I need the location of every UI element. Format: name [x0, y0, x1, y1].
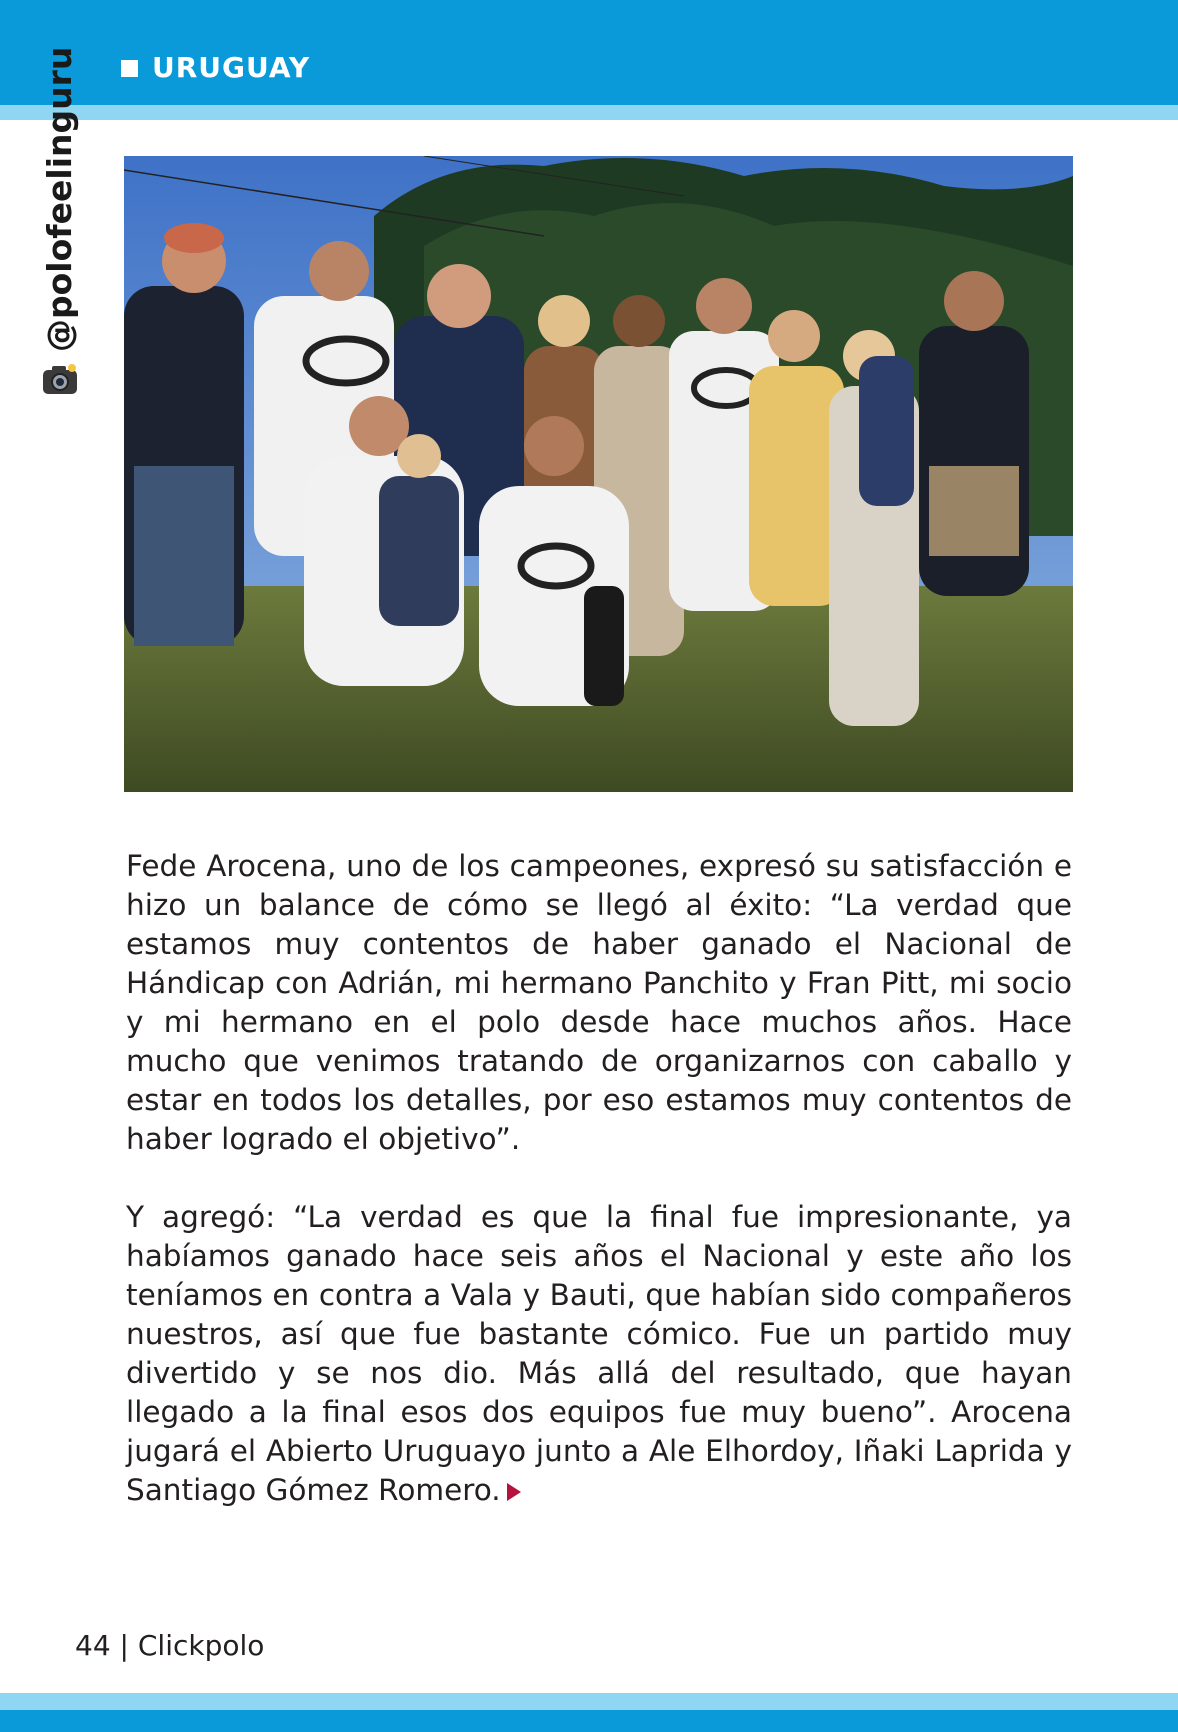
photo-credit-text: @polofeelinguru [40, 46, 79, 352]
header-accent-stripe [0, 105, 1178, 120]
article-paragraph-text: Y agregó: “La verdad es que la final fue impresionante, ya habíamos ganado hace seis años el Nacional y este año los teníamos en contra a Vala y Bauti, que habían sido compañeros nuestros, así que fue bastante cómico. Fue un partido muy divertido y se nos dio. Más allá del resultado, que hayan llegado a la final esos dos equipos fue muy bueno”. Arocena jugará el Abierto Uruguayo junto a Ale Elhordoy, Iñaki Laprida y Santiago Gómez Romero. [126, 1200, 1072, 1507]
footer-accent-stripe [0, 1693, 1178, 1710]
section-title: URUGUAY [152, 51, 311, 84]
article-paragraph [126, 1198, 1072, 1510]
section-label [121, 50, 310, 86]
page-folio: 44 | Clickpolo [75, 1629, 265, 1662]
square-bullet-icon [121, 60, 138, 77]
article-paragraph: Fede Arocena, uno de los campeones, expresó su satisfacción e hizo un balance de cómo se llegó al éxito: “La verdad que estamos muy contentos de haber ganado el Nacional de Hándicap con Adrián, mi hermano Panchito y Fran Pitt, mi socio y mi hermano en el polo desde hace muchos años. Hace mucho que venimos tratando de organizarnos con caballo y estar en todos los detalles, por eso estamos muy contentos de haber logrado el objetivo”. [126, 849, 1072, 1156]
article-body [126, 847, 1072, 1549]
camera-icon [40, 360, 80, 400]
photo-credit [40, 47, 80, 400]
group-photo [124, 156, 1073, 792]
end-of-article-icon [507, 1483, 521, 1501]
footer-bar [0, 1710, 1178, 1732]
